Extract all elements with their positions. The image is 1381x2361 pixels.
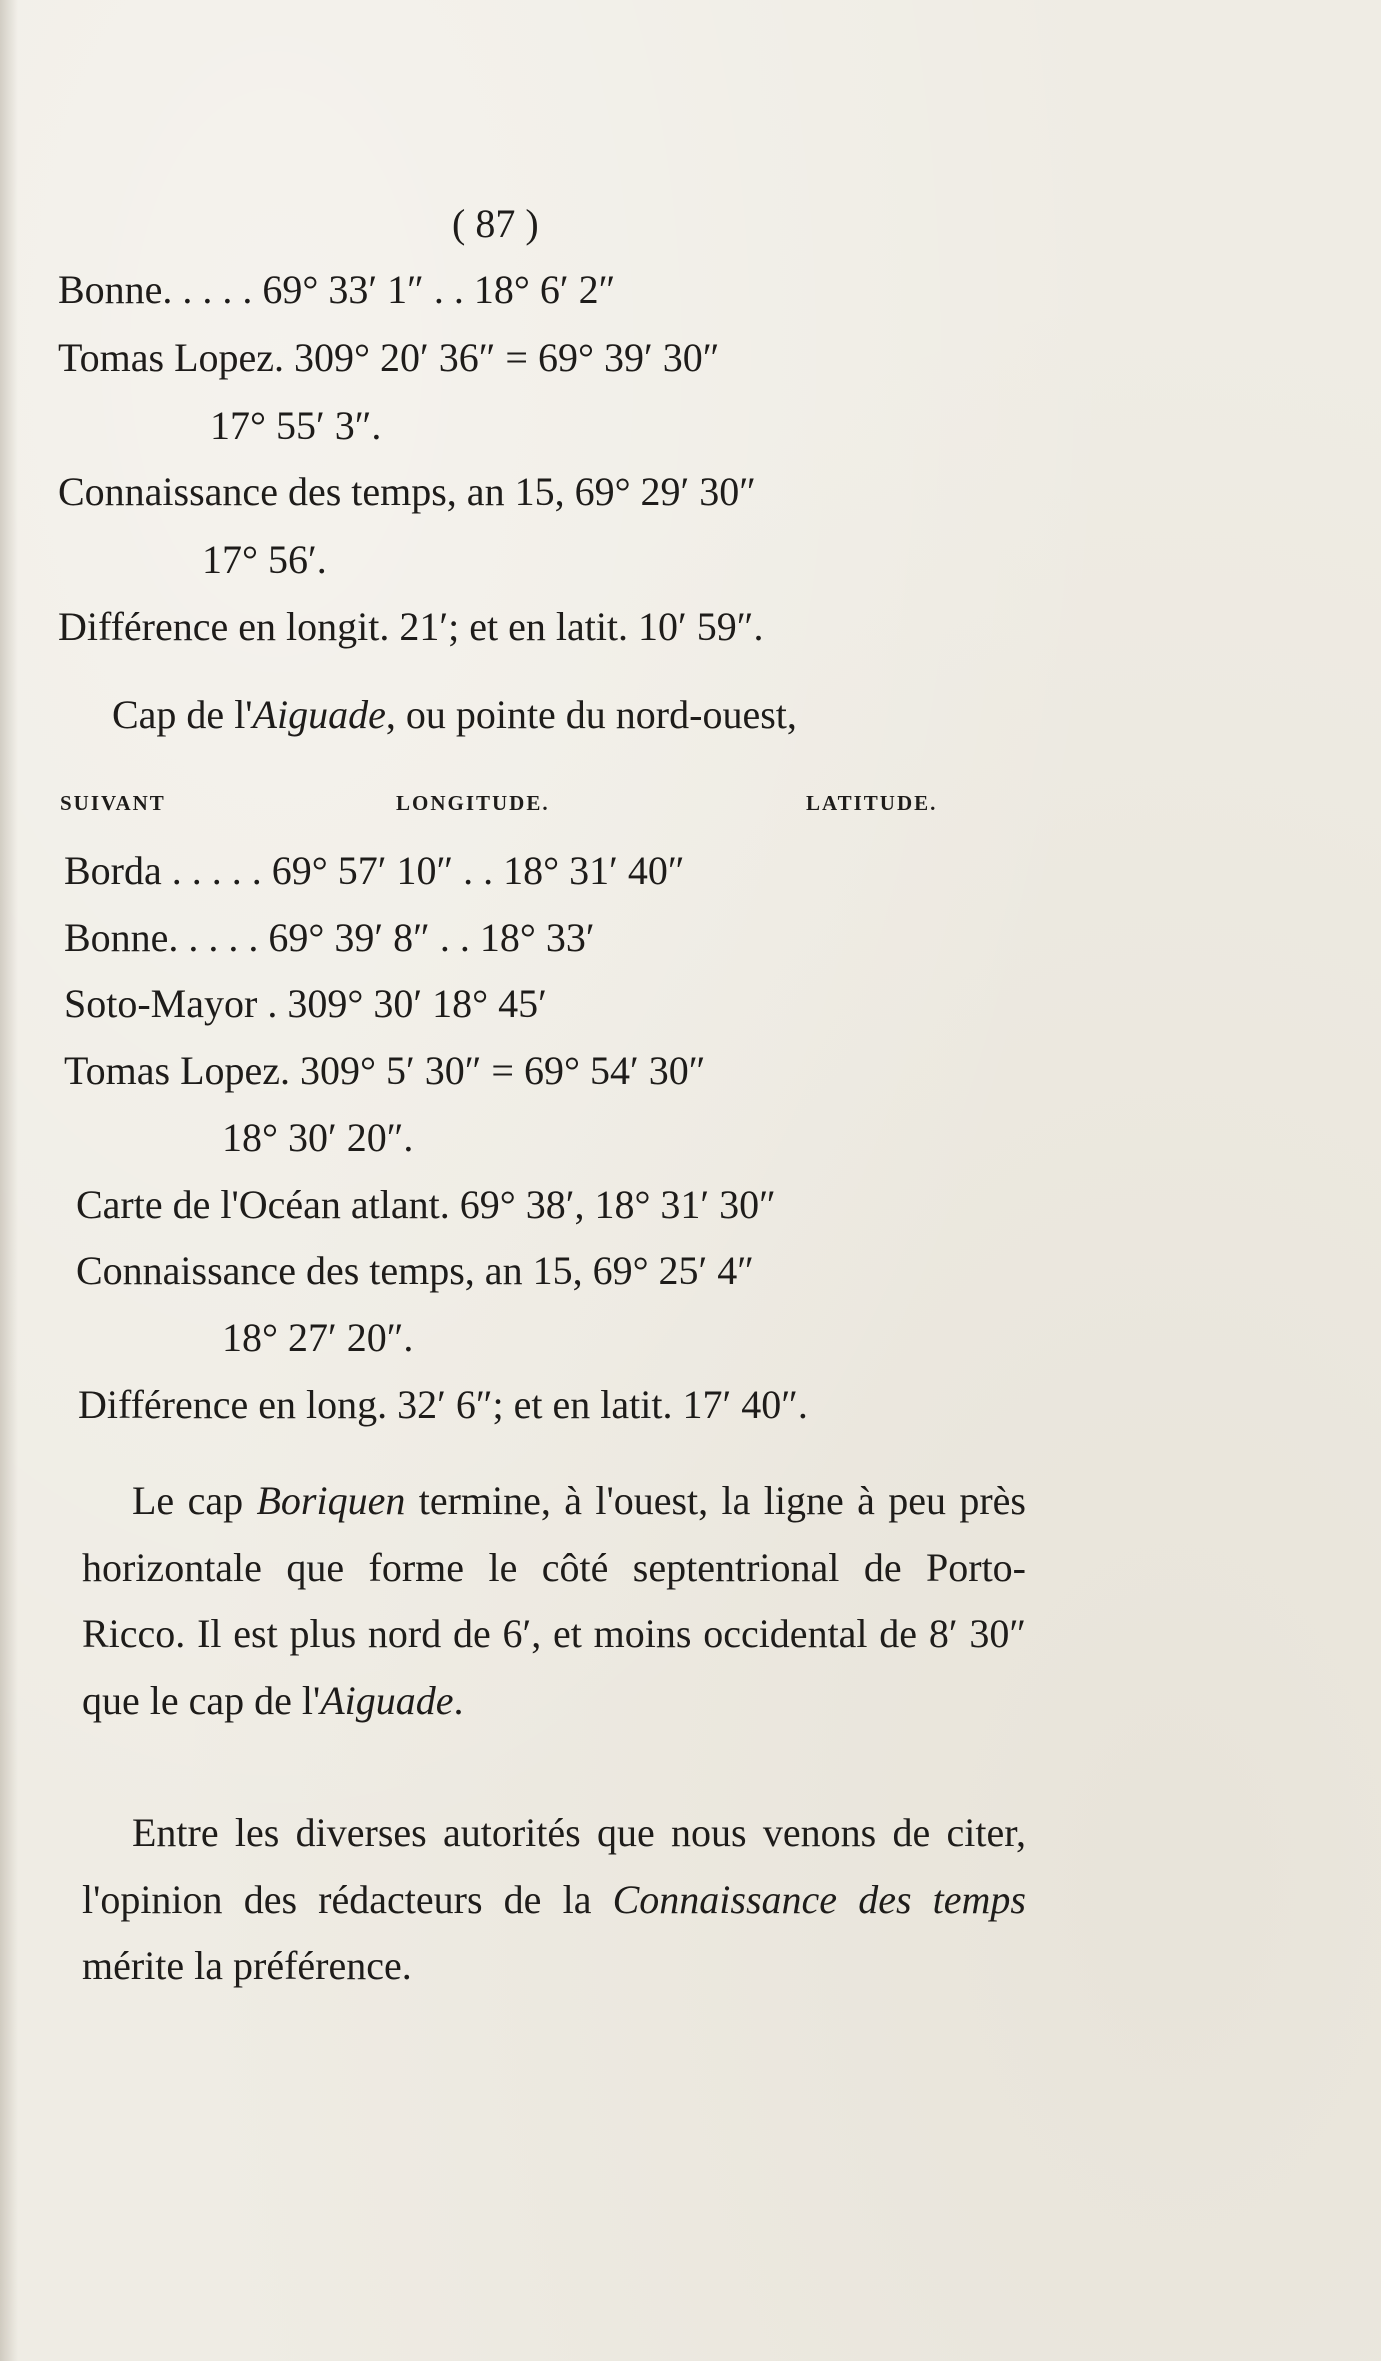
cap-line-prefix: Cap de l': [112, 692, 253, 737]
para1-text-3: .: [453, 1677, 464, 1723]
table-header-longitude: LONGITUDE.: [396, 791, 550, 815]
table-row: Carte de l'Océan atlant. 69° 38′, 18° 31′ 30″: [76, 1182, 776, 1227]
table-row: Connaissance des temps, an 15, 69° 25′ 4″: [76, 1248, 754, 1293]
table-header-latitude: LATITUDE.: [806, 791, 938, 815]
table-header-suivant: SUIVANT: [60, 791, 166, 815]
table-row: Différence en long. 32′ 6″; et en latit. 17′ 40″.: [78, 1382, 808, 1427]
cap-line-suffix: , ou pointe du nord-ouest,: [385, 692, 797, 737]
text-line: Tomas Lopez. 309° 20′ 36″ = 69° 39′ 30″: [58, 335, 720, 380]
table-row: 18° 27′ 20″.: [222, 1315, 414, 1360]
text-line: Différence en longit. 21′; et en latit. 10′ 59″.: [58, 604, 764, 649]
para1-text-2: termine, à l'ouest, la ligne à peu près horizontale que forme le côté septentrional de Porto-Ricco. Il est plus nord de 6′, et moins occidental de 8′ 30″ que le cap de l': [82, 1478, 1026, 1723]
page-number: ( 87 ): [452, 201, 539, 246]
para2-text-1: Entre les diverses autorités que nous venons de citer, l'opinion des rédacteurs de la: [82, 1810, 1026, 1922]
table-row: Bonne. . . . . 69° 39′ 8″ . . 18° 33′: [64, 915, 595, 960]
para1-text-1: Le cap: [132, 1478, 257, 1523]
paragraph-boriquen: [82, 1468, 1026, 1734]
table-row: Borda . . . . . 69° 57′ 10″ . . 18° 31′ 40″: [64, 848, 685, 893]
cap-aiguade-line: [112, 687, 797, 743]
table-row: 18° 30′ 20″.: [222, 1115, 414, 1160]
text-line: Bonne. . . . . 69° 33′ 1″ . . 18° 6′ 2″: [58, 267, 616, 312]
cap-line-italic: Aiguade: [252, 692, 386, 737]
para2-text-2: mérite la préférence.: [82, 1943, 412, 1988]
text-line: Connaissance des temps, an 15, 69° 29′ 30″: [58, 469, 756, 514]
text-line: 17° 56′.: [202, 537, 327, 582]
para1-italic-1: Boriquen: [256, 1478, 406, 1523]
text-line: 17° 55′ 3″.: [210, 403, 382, 448]
table-row: Soto-Mayor . 309° 30′ 18° 45′: [64, 981, 547, 1026]
para1-italic-2: Aiguade: [320, 1677, 454, 1723]
table-row: Tomas Lopez. 309° 5′ 30″ = 69° 54′ 30″: [64, 1048, 706, 1093]
paragraph-autorites: [82, 1800, 1026, 2000]
para2-italic-1: Connaissance des temps: [612, 1876, 1026, 1922]
